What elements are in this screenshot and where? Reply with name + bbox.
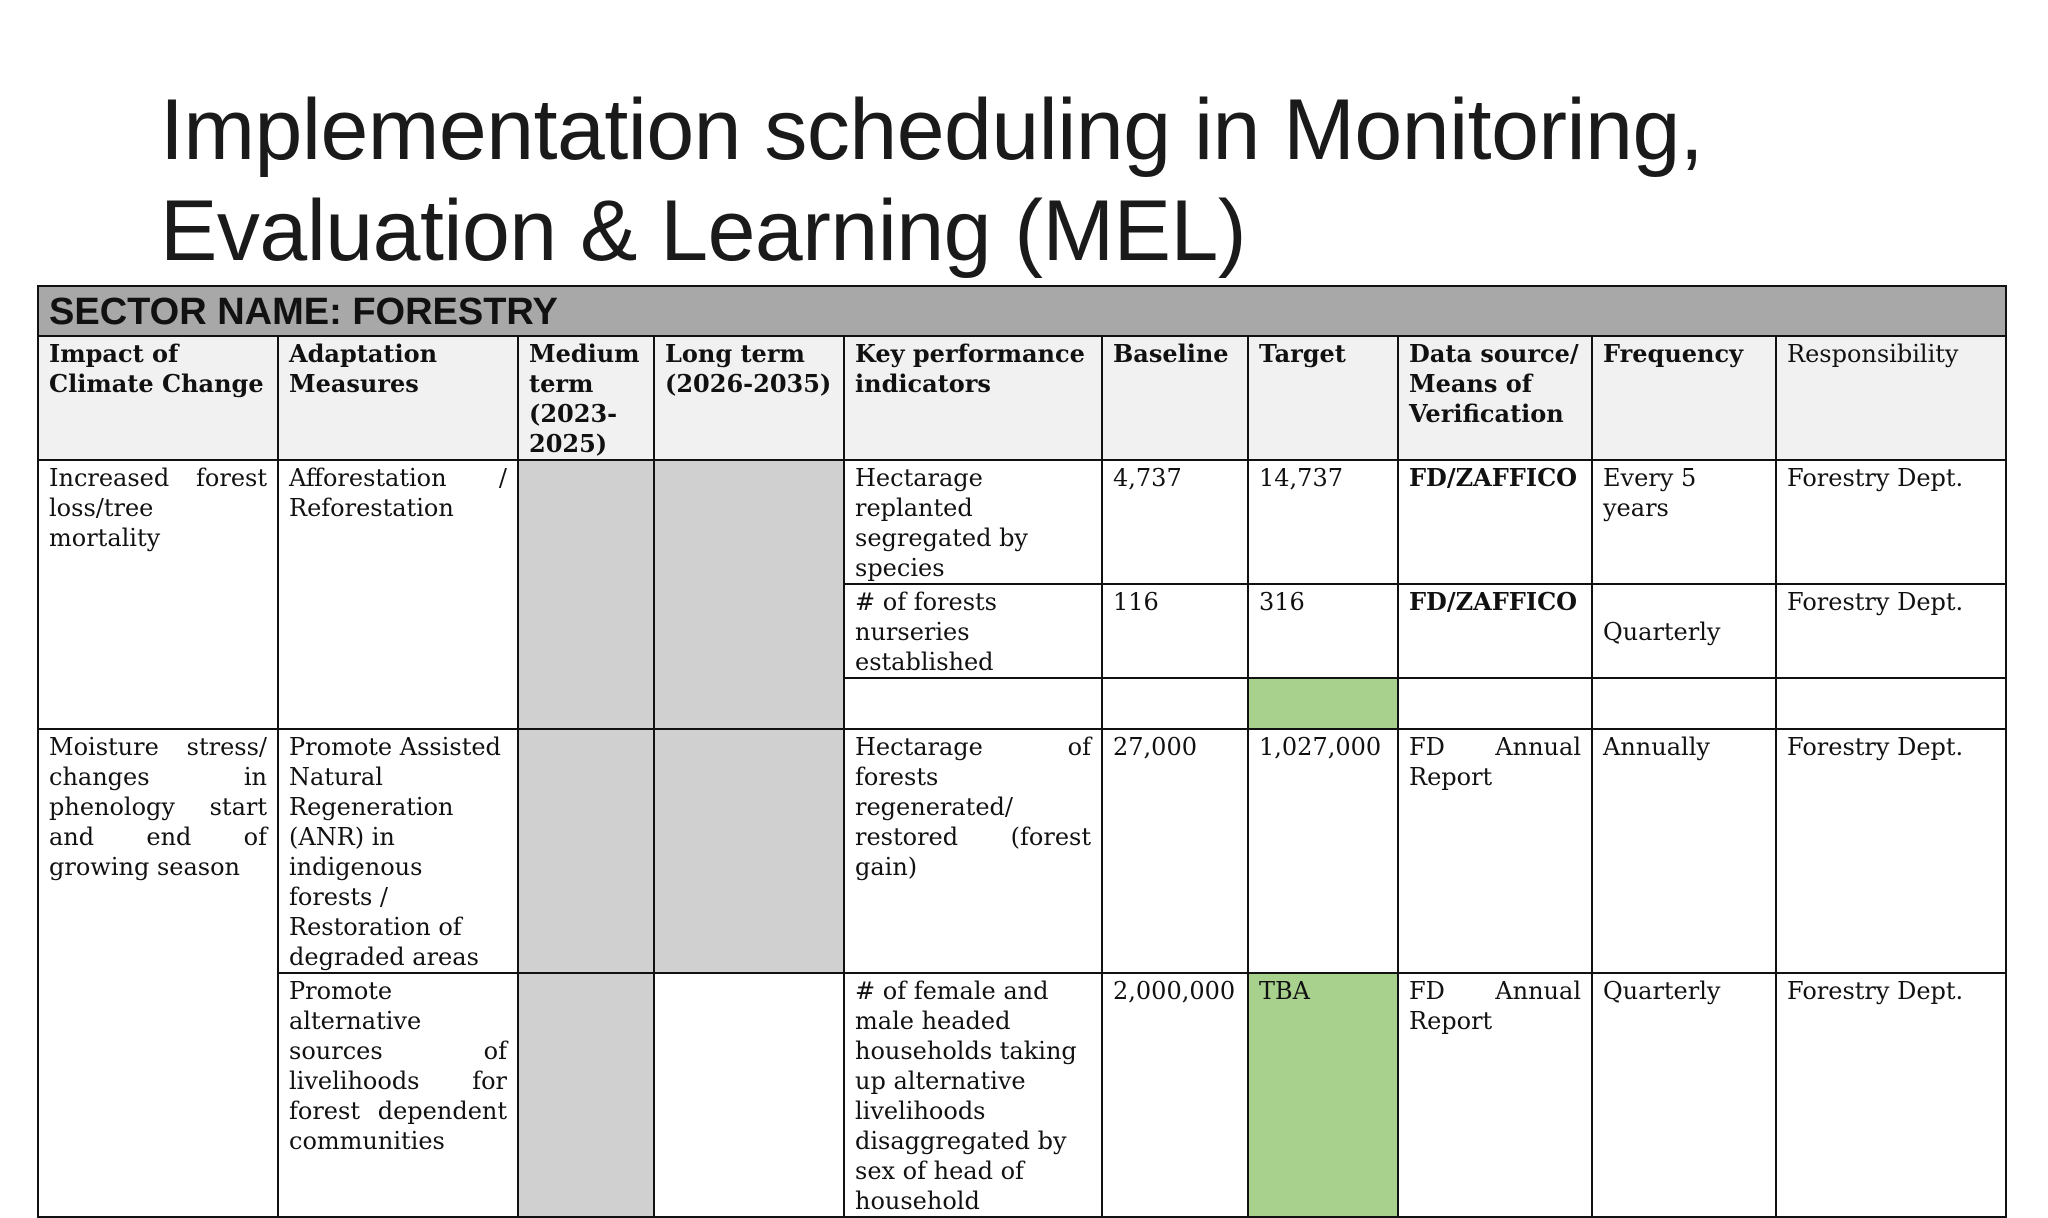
data-source-cell-empty [1398, 678, 1592, 729]
sector-row [38, 286, 2006, 336]
adaptation-cell: Afforestation / Reforestation [278, 460, 518, 729]
adaptation-cell: Promote Assisted Natural Regeneration (ANR) in indigenous forests / Restoration of degraded areas [278, 729, 518, 973]
kpi-cell: # of female and male headed households taking up alternative livelihoods disaggregated by sex of head of household [844, 973, 1102, 1217]
baseline-cell: 116 [1102, 584, 1248, 678]
header-kpi: Key performance indicators [844, 336, 1102, 460]
data-source-cell: FD/ZAFFICO [1398, 460, 1592, 584]
header-data-source: Data source/ Means of Verification [1398, 336, 1592, 460]
kpi-cell: Hectarage of forests regenerated/ restored (forest gain) [844, 729, 1102, 973]
medium-term-schedule-cell [518, 460, 654, 729]
kpi-cell: # of forests nurseries established [844, 584, 1102, 678]
sector-name: SECTOR NAME: FORESTRY [38, 286, 2006, 336]
baseline-cell: 4,737 [1102, 460, 1248, 584]
table-row [38, 460, 2006, 584]
adaptation-cell: Promote alternative sources of livelihoods for forest dependent communities [278, 973, 518, 1217]
header-frequency: Frequency [1592, 336, 1776, 460]
frequency-cell-empty [1592, 678, 1776, 729]
header-row [38, 336, 2006, 460]
long-term-schedule-cell [654, 973, 844, 1217]
slide-title-line-1: Implementation scheduling in Monitoring, [160, 82, 1704, 178]
header-impact: Impact of Climate Change [38, 336, 278, 460]
table-row [38, 729, 2006, 973]
header-target: Target [1248, 336, 1398, 460]
frequency-cell: Every 5 years [1592, 460, 1776, 584]
long-term-schedule-cell [654, 729, 844, 973]
frequency-cell: Quarterly [1592, 584, 1776, 678]
responsibility-cell: Forestry Dept. [1776, 729, 2006, 973]
kpi-cell: Hectarage replanted segregated by species [844, 460, 1102, 584]
impact-cell: Moisture stress/ changes in phenology start and end of growing season [38, 729, 278, 1217]
slide-title-line-2: Evaluation & Learning (MEL) [160, 183, 1246, 279]
header-long-term: Long term (2026-2035) [654, 336, 844, 460]
header-baseline: Baseline [1102, 336, 1248, 460]
data-source-cell: FD/ZAFFICO [1398, 584, 1592, 678]
baseline-cell: 2,000,000 [1102, 973, 1248, 1217]
responsibility-cell: Forestry Dept. [1776, 460, 2006, 584]
header-adaptation: Adaptation Measures [278, 336, 518, 460]
baseline-cell-empty [1102, 678, 1248, 729]
data-source-cell: FD Annual Report [1398, 973, 1592, 1217]
target-cell-highlight [1248, 678, 1398, 729]
target-cell: 1,027,000 [1248, 729, 1398, 973]
header-responsibility: Responsibility [1776, 336, 2006, 460]
responsibility-cell-empty [1776, 678, 2006, 729]
target-cell: 316 [1248, 584, 1398, 678]
frequency-cell: Annually [1592, 729, 1776, 973]
header-medium-term: Medium term (2023-2025) [518, 336, 654, 460]
medium-term-schedule-cell [518, 973, 654, 1217]
impact-cell: Increased forest loss/tree mortality [38, 460, 278, 729]
frequency-cell: Quarterly [1592, 973, 1776, 1217]
long-term-schedule-cell [654, 460, 844, 729]
target-cell: 14,737 [1248, 460, 1398, 584]
responsibility-cell: Forestry Dept. [1776, 973, 2006, 1217]
baseline-cell: 27,000 [1102, 729, 1248, 973]
mel-table [37, 285, 2007, 1218]
target-cell: TBA [1248, 973, 1398, 1217]
kpi-cell-empty [844, 678, 1102, 729]
table-row [38, 973, 2006, 1217]
slide-title [160, 80, 1960, 282]
data-source-cell: FD Annual Report [1398, 729, 1592, 973]
responsibility-cell: Forestry Dept. [1776, 584, 2006, 678]
medium-term-schedule-cell [518, 729, 654, 973]
